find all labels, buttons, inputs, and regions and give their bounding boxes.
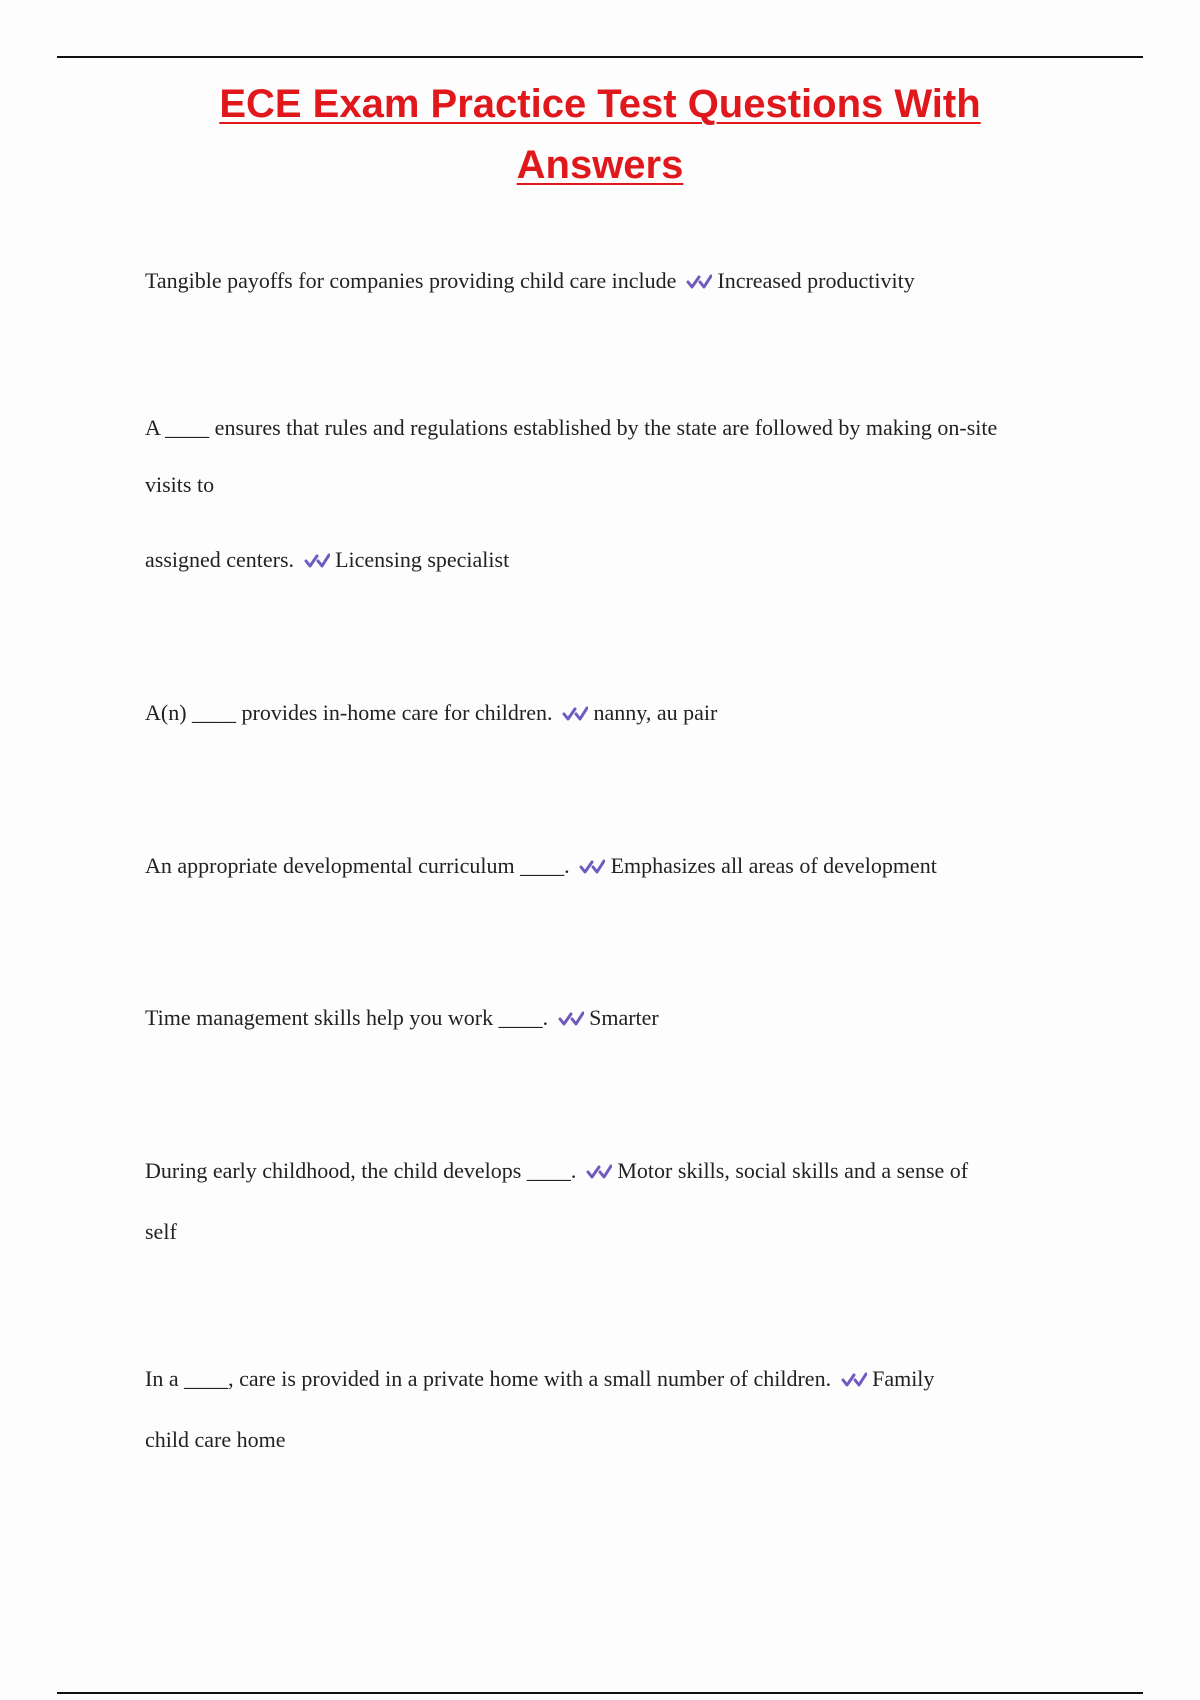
- check-mark-icon: [841, 1370, 867, 1388]
- qa-item-3: [145, 698, 1085, 728]
- answer-text: Emphasizes all areas of development: [610, 853, 937, 878]
- qa-item-7-cont: [145, 1425, 1085, 1455]
- answer-text: nanny, au pair: [593, 700, 718, 725]
- answer-text: Motor skills, social skills and a sense of: [617, 1158, 969, 1183]
- check-mark-icon: [586, 1162, 612, 1180]
- qa-item-6-cont: [145, 1217, 1085, 1247]
- question-text: A ____ ensures that rules and regulations established by the state are followed by making on-site: [145, 415, 998, 440]
- question-text: An appropriate developmental curriculum ____.: [145, 853, 570, 878]
- answer-text: Increased productivity: [717, 268, 915, 293]
- qa-item-5: [145, 1003, 1085, 1033]
- qa-item-2-cont2: [145, 545, 1085, 575]
- check-mark-icon: [304, 551, 330, 569]
- check-mark-icon: [558, 1009, 584, 1027]
- qa-item-2-cont: [145, 470, 1085, 500]
- bottom-rule: [57, 1692, 1143, 1694]
- answer-text: Family: [872, 1366, 935, 1391]
- check-mark-icon: [579, 857, 605, 875]
- answer-text: Licensing specialist: [335, 547, 510, 572]
- question-text: In a ____, care is provided in a private home with a small number of children.: [145, 1366, 832, 1391]
- question-text: Time management skills help you work ____.: [145, 1005, 549, 1030]
- answer-text-continued: child care home: [145, 1427, 286, 1452]
- answer-text-continued: self: [145, 1219, 177, 1244]
- qa-item-6: [145, 1156, 1085, 1186]
- title-line-1: ECE Exam Practice Test Questions With: [219, 82, 981, 126]
- question-text: Tangible payoffs for companies providing child care include: [145, 268, 677, 293]
- check-mark-icon: [686, 272, 712, 290]
- page-title: [100, 74, 1100, 196]
- question-text-continued: assigned centers.: [145, 547, 295, 572]
- qa-item-4: [145, 851, 1085, 881]
- title-line-2: Answers: [516, 143, 684, 187]
- answer-text: Smarter: [589, 1005, 659, 1030]
- question-text-continued: visits to: [145, 472, 215, 497]
- question-text: During early childhood, the child develops ____.: [145, 1158, 577, 1183]
- question-text: A(n) ____ provides in-home care for children.: [145, 700, 553, 725]
- qa-item-2: [145, 413, 1085, 443]
- qa-item-7: [145, 1364, 1085, 1394]
- qa-item-1: [145, 266, 1085, 296]
- top-rule: [57, 56, 1143, 58]
- check-mark-icon: [562, 704, 588, 722]
